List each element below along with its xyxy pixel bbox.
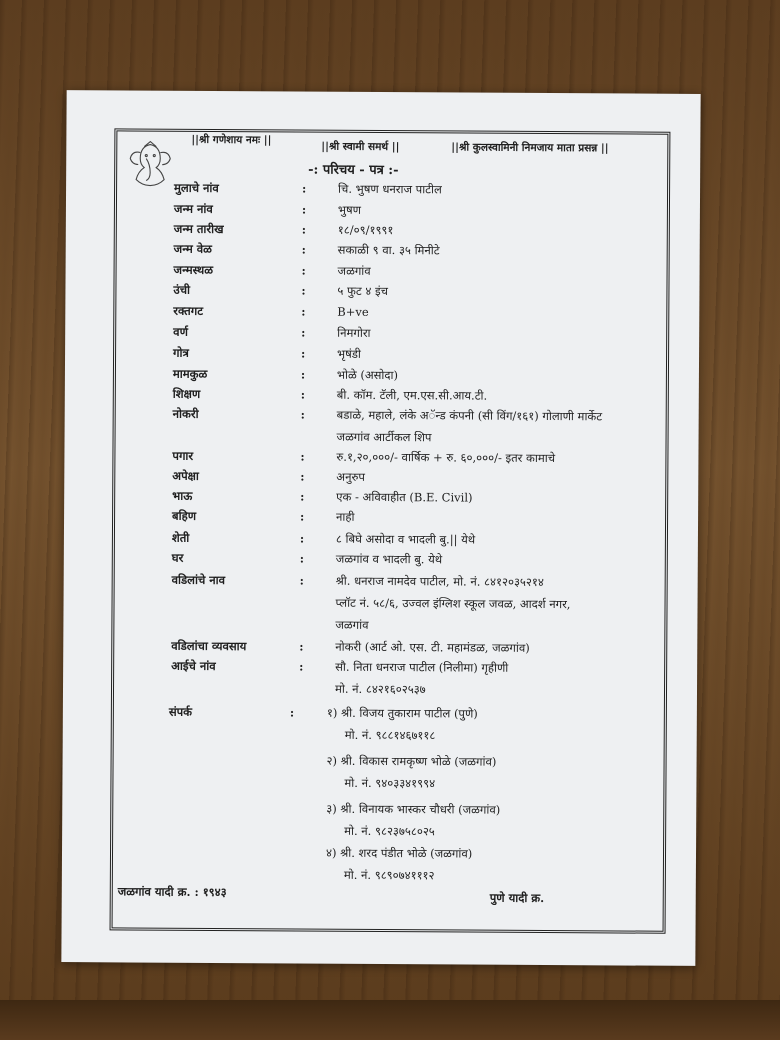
field-label: अपेक्षा <box>172 468 199 483</box>
field-colon: : <box>301 304 306 319</box>
field-value: भोळे (असोदा) <box>336 367 399 383</box>
contact-entry-name: २) श्री. विकास रामकृष्ण भोळे (जळगांव) <box>326 753 497 769</box>
field-value: रु.१,२०,०००/- वार्षिक + रु. ६०,०००/- इतर कामाचे <box>336 449 556 466</box>
field-colon: : <box>302 181 307 196</box>
contact-colon: : <box>289 705 295 720</box>
field-value-line2: मो. नं. ८४२१६०२५३७ <box>334 681 426 697</box>
field-colon: : <box>299 551 305 566</box>
field-colon: : <box>299 573 304 588</box>
field-value: भृषंडी <box>337 346 361 361</box>
footer-pune-list: पुणे यादी क्र. <box>489 890 545 906</box>
field-label: घर <box>171 550 184 565</box>
field-value: ८ बिघे असोदा व भादली बु.|| येथे <box>335 531 476 547</box>
field-label: गोत्र <box>173 345 189 360</box>
field-value: B+ve <box>337 304 369 319</box>
field-label: उंची <box>173 282 191 297</box>
field-label: आईचे नांव <box>171 658 216 673</box>
field-value: एक - अविवाहीत (B.E. Civil) <box>336 489 473 505</box>
field-colon: : <box>301 202 307 217</box>
field-label: भाऊ <box>172 488 193 503</box>
field-label: जन्म नांव <box>173 201 213 216</box>
contact-entry-phone: मो. नं. ९४०३३४१९९४ <box>344 775 436 791</box>
field-value: ५ फुट ४ इंच <box>337 283 389 299</box>
shelf <box>0 1000 780 1040</box>
field-colon: : <box>299 531 305 546</box>
field-value: सौ. निता धनराज पाटील (निलीमा) गृहीणी <box>335 659 509 675</box>
field-label: जन्म तारीख <box>173 221 224 237</box>
field-label: बहिण <box>172 508 197 523</box>
header-invocation-left: ||श्री गणेशाय नमः || <box>191 133 272 147</box>
field-colon: : <box>301 222 307 237</box>
field-colon: : <box>301 325 306 340</box>
field-value: निमगोरा <box>337 325 371 340</box>
field-label: शेती <box>171 530 190 545</box>
field-value-line3: जळगांव <box>335 617 369 632</box>
field-colon: : <box>300 449 305 464</box>
field-label: रक्तगट <box>173 303 204 318</box>
field-value: सकाळी ९ वा. ३५ मिनीटे <box>337 242 440 258</box>
field-value: जळगांव व भादली बु. येथे <box>335 551 443 567</box>
field-colon: : <box>301 283 306 298</box>
field-label: नोकरी <box>172 406 199 421</box>
field-colon: : <box>301 263 306 278</box>
field-value: बी. कॉम. टॅली, एम.एस.सी.आय.टी. <box>336 387 488 403</box>
field-value: चि. भुषण धनराज पाटील <box>338 181 442 197</box>
contact-label: संपर्क <box>168 704 193 719</box>
contact-entry-name: ३) श्री. विनायक भास्कर चौधरी (जळगांव) <box>326 801 501 817</box>
field-label: वडिलांचे नाव <box>171 572 226 588</box>
contact-entry-name: १) श्री. विजय तुकाराम पाटील (पुणे) <box>326 705 478 721</box>
header-invocation-center: ||श्री स्वामी समर्थ || <box>321 140 400 154</box>
biodata-sheet <box>61 90 700 966</box>
field-colon: : <box>301 346 306 361</box>
field-value: श्री. धनराज नामदेव पाटील, मो. नं. ८४१२०३५२१४ <box>335 573 544 589</box>
field-label: वर्ण <box>173 324 188 339</box>
field-colon: : <box>301 242 306 257</box>
contact-entry-phone: मो. नं. ९८८१४६७११८ <box>344 727 436 743</box>
field-colon: : <box>299 659 304 674</box>
footer-jalgaon-list: जळगांव यादी क्र. : १९४३ <box>117 884 227 900</box>
field-colon: : <box>300 469 305 484</box>
field-value: अनुरुप <box>336 469 365 484</box>
field-label: जन्म वेळ <box>173 241 212 256</box>
field-value: नाही <box>336 509 355 524</box>
field-colon: : <box>299 639 304 654</box>
field-colon: : <box>300 509 305 524</box>
contact-entry-phone: मो. नं. ९८९०७४१११२ <box>343 867 435 883</box>
contact-entry-name: ४) श्री. शरद पंडीत भोळे (जळगांव) <box>325 845 473 861</box>
field-colon: : <box>300 407 305 422</box>
contact-entry-phone: मो. नं. ९८२३७५८०२५ <box>344 823 435 839</box>
field-value: जळगांव <box>337 263 371 278</box>
field-label: जन्मस्थळ <box>173 262 214 277</box>
field-colon: : <box>300 367 306 382</box>
field-value: बडाळे, महाले, लंके अॅन्ड कंपनी (सी विंग/१६१) गोलाणी मार्केट <box>336 407 603 424</box>
field-label: शिक्षण <box>172 386 201 401</box>
field-label: पगार <box>172 448 194 463</box>
field-label: मुलाचे नांव <box>174 180 219 196</box>
field-value: भुषण <box>337 202 362 217</box>
page-title: -: परिचय - पत्र :- <box>308 162 399 179</box>
field-value: १८/०९/१९९१ <box>337 222 394 238</box>
field-colon: : <box>300 489 305 504</box>
field-colon: : <box>300 387 306 402</box>
header-invocation-right: ||श्री कुलस्वामिनी निमजाय माता प्रसन्न || <box>451 141 609 155</box>
field-label: वडिलांचा व्यवसाय <box>171 638 247 654</box>
field-value: नोकरी (आर्ट ओ. एस. टी. महामंडळ, जळगांव) <box>335 639 530 655</box>
field-value-line2: प्लॉट नं. ५८/६, उज्वल इंग्लिश स्कूल जवळ, आदर्श नगर, <box>335 595 571 612</box>
ganesha-icon <box>124 138 176 190</box>
field-label: मामकुळ <box>172 366 208 381</box>
field-value-line2: जळगांव आर्टीकल शिप <box>336 429 432 445</box>
